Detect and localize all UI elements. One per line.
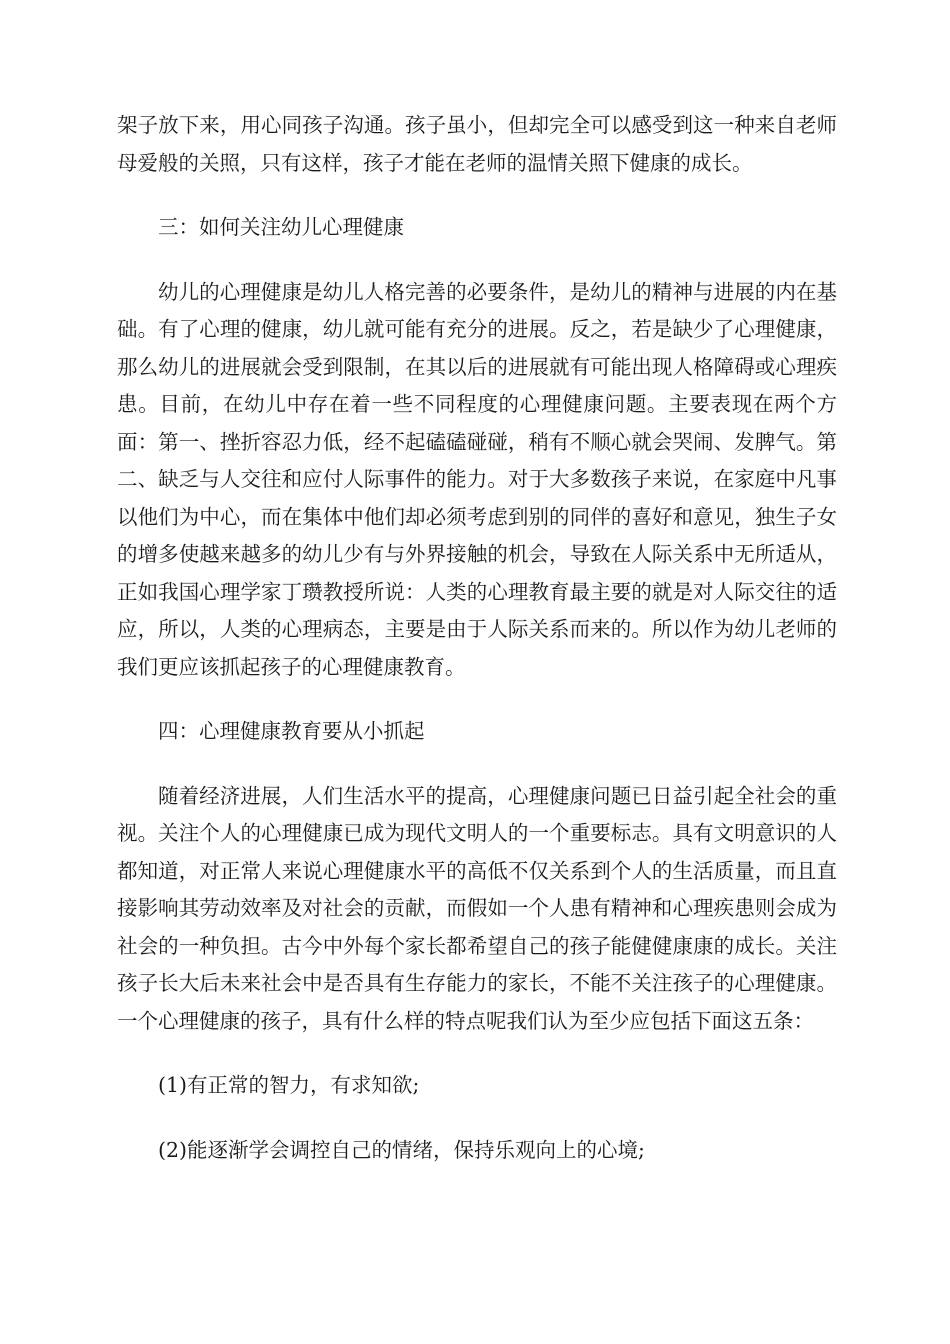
- paragraph-section-3: 幼儿的心理健康是幼儿人格完善的必要条件，是幼儿的精神与进展的内在基础。有了心理的健康，幼儿就可能有充分的进展。反之，若是缺少了心理健康，那么幼儿的进展就会受到限制，在其以后的进展就有可能出现人格障碍或心理疾患。目前，在幼儿中存在着一些不同程度的心理健康问题。主要表现在两个方面：第一、挫折容忍力低，经不起磕磕碰碰，稍有不顺心就会哭闹、发脾气。第二、缺乏与人交往和应付人际事件的能力。对于大多数孩子来说，在家庭中凡事以他们为中心，而在集体中他们却必须考虑到别的同伴的喜好和意见，独生子女的增多使越来越多的幼儿少有与外界接触的机会，导致在人际关系中无所适从，正如我国心理学家丁瓒教授所说：人类的心理教育最主要的就是对人际交往的适应，所以，人类的心理病态，主要是由于人际关系而来的。所以作为幼儿老师的我们更应该抓起孩子的心理健康教育。: [117, 279, 837, 679]
- list-item-1: (1)有正常的智力，有求知欲;: [158, 1073, 420, 1097]
- paragraph-continued: 架子放下来，用心同孩子沟通。孩子虽小，但却完全可以感受到这一种来自老师母爱般的关照，只有这样，孩子才能在老师的温情关照下健康的成长。: [117, 113, 837, 175]
- document-body: [117, 107, 837, 1196]
- list-item-2: (2)能逐渐学会调控自己的情绪，保持乐观向上的心境;: [158, 1137, 645, 1162]
- section-heading-4: 四：心理健康教育要从小抓起: [158, 719, 425, 743]
- paragraph-section-4: 随着经济进展，人们生活水平的提高，心理健康问题已日益引起全社会的重视。关注个人的心理健康已成为现代文明人的一个重要标志。具有文明意识的人都知道，对正常人来说心理健康水平的高低不仅关系到个人的生活质量，而且直接影响其劳动效率及对社会的贡献，而假如一个人患有精神和心理疾患则会成为社会的一种负担。古今中外每个家长都希望自己的孩子能健健康康的成长。关注孩子长大后未来社会中是否具有生存能力的家长，不能不关注孩子的心理健康。一个心理健康的孩子，具有什么样的特点呢我们认为至少应包括下面这五条：: [117, 783, 837, 1033]
- section-heading-3: 三：如何关注幼儿心理健康: [158, 215, 404, 239]
